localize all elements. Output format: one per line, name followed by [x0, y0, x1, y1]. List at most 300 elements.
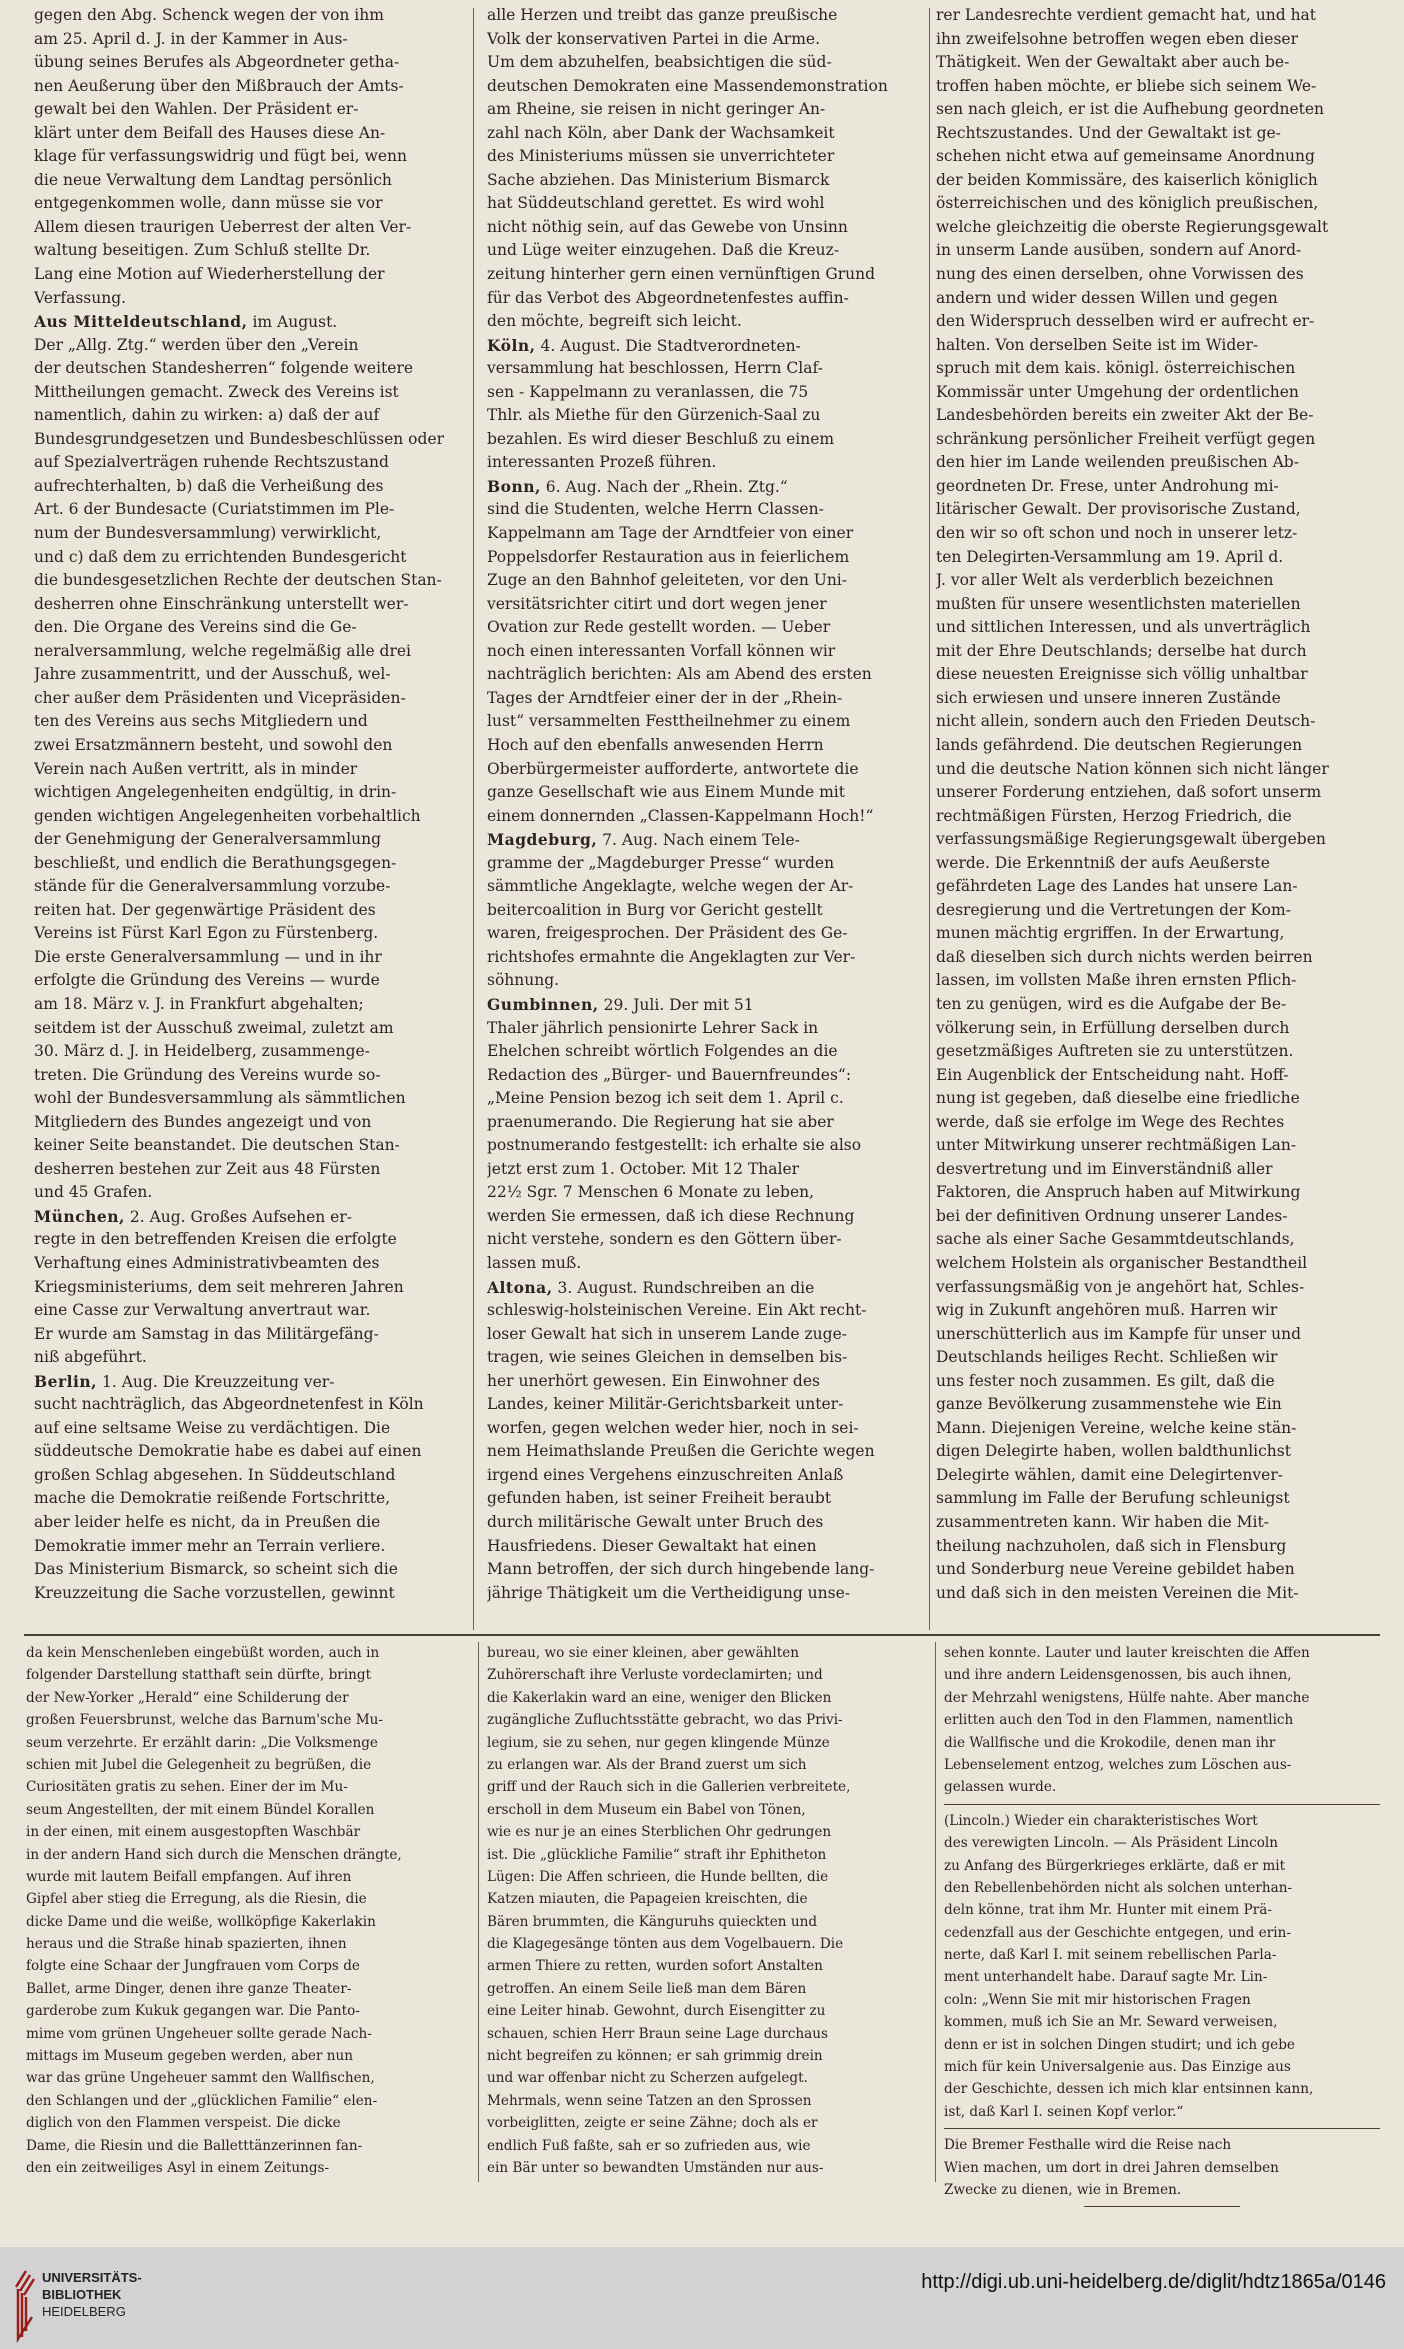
- text-line: am Rheine, sie reisen in nicht geringer An-: [487, 100, 826, 119]
- text-line: süddeutsche Demokratie habe es dabei auf einen: [34, 1442, 422, 1461]
- text-line: [487, 334, 927, 358]
- top-column-3: [936, 4, 1372, 1605]
- footer-bar: [0, 2247, 1404, 2347]
- text-line: Mann. Diejenigen Vereine, welche keine stän-: [936, 1418, 1297, 1437]
- text-line: schränkung persönlicher Freiheit verfügt gegen: [936, 429, 1316, 448]
- text-line: der Geschichte, dessen ich mich klar entsinnen kann,: [944, 2081, 1314, 2098]
- text-line: Redaction des „Bürger- und Bauernfreundes“:: [487, 1065, 852, 1084]
- text-line: Landesbehörden bereits ein zweiter Akt der Be-: [936, 406, 1314, 425]
- text-line: gelassen wurde.: [944, 1779, 1057, 1796]
- text-line: versammlung hat beschlossen, Herrn Claf-: [487, 359, 823, 378]
- dateline-heading: Aus Mitteldeutschland,: [34, 312, 248, 332]
- text-line: und sittlichen Interessen, und als unverträglich: [936, 618, 1311, 637]
- text-line: ment unterhandelt habe. Darauf sagte Mr. Lin-: [944, 1969, 1268, 1986]
- column-divider: [478, 1642, 479, 2182]
- dateline-text: 3. August. Rundschreiben an die: [552, 1278, 815, 1297]
- text-line: österreichischen und des königlich preußischen,: [936, 194, 1319, 213]
- text-line: Die Bremer Festhalle wird die Reise nach: [944, 2137, 1232, 2154]
- text-line: uns fester noch zusammen. Es gilt, daß die: [936, 1371, 1275, 1390]
- text-line: lands gefährdend. Die deutschen Regierungen: [936, 735, 1303, 754]
- text-line: die neue Verwaltung dem Landtag persönlich: [34, 170, 392, 189]
- text-line: den Schlangen und der „glücklichen Familie“ elen-: [26, 2092, 378, 2109]
- text-line: beschließt, und endlich die Berathungsgegen-: [34, 853, 397, 872]
- text-line: den hier im Lande weilenden preußischen Ab-: [936, 453, 1299, 472]
- text-line: griff und der Rauch sich in die Gallerien verbreitete,: [487, 1779, 851, 1796]
- logo-line: BIBLIOTHEK: [42, 2287, 122, 2302]
- text-line: Um dem abzuhelfen, beabsichtigen die süd-: [487, 53, 832, 72]
- text-line: Lebenselement entzog, welches zum Löschen aus-: [944, 1756, 1292, 1773]
- text-line: cher außer dem Präsidenten und Vicepräsiden-: [34, 688, 406, 707]
- text-line: schauen, schien Herr Braun seine Lage durchaus: [487, 2025, 828, 2042]
- text-line: zu erlangen war. Als der Brand zuerst um sich: [487, 1756, 807, 1773]
- text-line: Curiositäten gratis zu sehen. Einer der im Mu-: [26, 1779, 348, 1796]
- text-line: der New-Yorker „Herald“ eine Schilderung der: [26, 1689, 349, 1706]
- text-line: unserer Forderung entziehen, daß sofort unserm: [936, 783, 1322, 802]
- text-line: rer Landesrechte verdient gemacht hat, und hat: [936, 6, 1317, 24]
- text-line: coln: „Wenn Sie mit mir historischen Fragen: [944, 1991, 1251, 2008]
- dateline-text: 7. Aug. Nach einem Tele-: [597, 831, 800, 850]
- text-line: deutschen Demokraten eine Massendemonstration: [487, 76, 888, 95]
- text-line: erscholl in dem Museum ein Babel von Tönen,: [487, 1801, 806, 1818]
- text-line: lassen, im vollsten Maße ihren ernsten Pflich-: [936, 971, 1297, 990]
- text-line: nicht allein, sondern auch den Frieden Deutsch-: [936, 712, 1316, 731]
- text-line: Katzen miauten, die Papageien kreischten, die: [487, 1891, 808, 1908]
- dateline-heading: Magdeburg,: [487, 830, 598, 850]
- text-line: desherren bestehen zur Zeit aus 48 Fürsten: [34, 1159, 381, 1178]
- library-logo[interactable]: [12, 2267, 212, 2347]
- text-line: spruch mit dem kais. königl. österreichischen: [936, 359, 1296, 378]
- text-line: versitätsrichter citirt und dort wegen jener: [487, 594, 827, 613]
- text-line: bezahlen. Es wird dieser Beschluß zu einem: [487, 429, 835, 448]
- text-line: Rechtszustandes. Und der Gewaltakt ist ge-: [936, 123, 1281, 142]
- text-line: andern und wider dessen Willen und gegen: [936, 288, 1278, 307]
- column-divider: [929, 8, 930, 1630]
- text-line: auf eine seltsame Weise zu verdächtigen. Die: [34, 1418, 391, 1437]
- text-line: mime vom grünen Ungeheuer sollte gerade Nach-: [26, 2025, 372, 2042]
- text-line: gramme der „Magdeburger Presse“ wurden: [487, 853, 835, 872]
- dateline-heading: Berlin,: [34, 1371, 98, 1391]
- bottom-column-3: [944, 1642, 1380, 2212]
- text-line: [487, 1276, 927, 1300]
- text-line: wohl der Bundesversammlung als sämmtlichen: [34, 1089, 406, 1108]
- top-column-2: [487, 4, 927, 1605]
- text-line: geordneten Dr. Frese, unter Androhung mi-: [936, 476, 1279, 495]
- text-line: loser Gewalt hat sich in unserem Lande zuge-: [487, 1324, 847, 1343]
- text-line: folgte eine Schaar der Jungfrauen vom Corps de: [26, 1958, 360, 1975]
- text-line: richtshofes ermahnte die Angeklagten zur Ver-: [487, 947, 856, 966]
- library-name: [42, 2269, 142, 2320]
- permalink-url[interactable]: http://digi.ub.uni-heidelberg.de/diglit/hdtz1865a/0146: [921, 2271, 1386, 2293]
- text-line: lust“ versammelten Festtheilnehmer zu einem: [487, 712, 851, 731]
- text-line: [487, 475, 927, 499]
- text-line: [487, 828, 927, 852]
- text-line: Ein Augenblick der Entscheidung naht. Hoff-: [936, 1065, 1289, 1084]
- text-line: unter Mitwirkung unserer rechtmäßigen Lan-: [936, 1136, 1297, 1155]
- dateline-heading: Köln,: [487, 335, 536, 355]
- column-divider: [473, 8, 474, 1630]
- text-line: und 45 Grafen.: [34, 1183, 153, 1202]
- text-line: seum Angestellten, der mit einem Bündel Korallen: [26, 1801, 375, 1818]
- text-line: vorbeiglitten, zeigte er seine Zähne; doch als er: [487, 2115, 818, 2132]
- bottom-column-2: [487, 1642, 929, 2179]
- text-line: und Sonderburg neue Vereine gebildet haben: [936, 1560, 1295, 1579]
- text-line: verfassungsmäßig von je angehört hat, Schles-: [936, 1277, 1305, 1296]
- text-line: praenumerando. Die Regierung hat sie aber: [487, 1112, 834, 1131]
- text-line: seum verzehrte. Er erzählt darin: „Die Volksmenge: [26, 1734, 378, 1751]
- text-line: Oberbürgermeister aufforderte, antwortete die: [487, 759, 859, 778]
- text-line: Art. 6 der Bundesacte (Curiatstimmen im Ple-: [34, 500, 395, 519]
- text-line: Zuhörerschaft ihre Verluste vordeclamirten; und: [487, 1667, 823, 1684]
- text-line: der Mehrzahl wenigstens, Hülfe nahte. Aber manche: [944, 1689, 1310, 1706]
- text-line: den Rebellenbehörden nicht als solchen unterhan-: [944, 1879, 1293, 1896]
- text-line: Er wurde am Samstag in das Militärgefäng-: [34, 1324, 379, 1343]
- text-line: treten. Die Gründung des Vereins wurde so-: [34, 1065, 381, 1084]
- text-line: gegen den Abg. Schenck wegen der von ihm: [34, 6, 384, 24]
- text-line: 30. März d. J. in Heidelberg, zusammenge-: [34, 1042, 370, 1061]
- text-line: bureau, wo sie einer kleinen, aber gewählten: [487, 1645, 800, 1661]
- text-line: Poppelsdorfer Restauration aus in feierlichem: [487, 547, 850, 566]
- text-line: gesetzmäßiges Auftreten sie zu unterstützen.: [936, 1042, 1294, 1061]
- article-bremer-festhalle: [944, 2134, 1380, 2201]
- text-line: ten zu genügen, wird es die Aufgabe der Be-: [936, 994, 1287, 1013]
- text-line: und war offenbar nicht zu Scherzen aufgelegt.: [487, 2070, 808, 2087]
- text-line: die Klagegesänge tönten aus dem Vogelbauern. Die: [487, 1936, 844, 1953]
- text-line: denn er ist in solchen Dingen studirt; und ich gebe: [944, 2036, 1295, 2053]
- text-line: sen - Kappelmann zu veranlassen, die 75: [487, 382, 809, 401]
- text-line: ist. Die „glückliche Familie“ straft ihr Ephitheton: [487, 1846, 827, 1863]
- text-line: desregierung und die Vertretungen der Kom-: [936, 900, 1291, 919]
- text-line: Bären brummten, die Känguruhs quieckten und: [487, 1913, 818, 1930]
- text-line: Demokratie immer mehr an Terrain verliere.: [34, 1536, 386, 1555]
- text-line: niß abgeführt.: [34, 1348, 147, 1367]
- text-line: Kreuzzeitung die Sache vorzustellen, gewinnt: [34, 1583, 395, 1602]
- text-line: gefährdeten Lage des Landes hat unsere Lan-: [936, 877, 1298, 896]
- text-line: Kappelmann am Tage der Arndtfeier von einer: [487, 524, 854, 543]
- text-line: troffen haben möchte, er bliebe sich seinem We-: [936, 76, 1317, 95]
- text-line: gewalt bei den Wahlen. Der Präsident er-: [34, 100, 359, 119]
- text-line: welche gleichzeitig die oberste Regierungsgewalt: [936, 217, 1329, 236]
- article-lincoln: [944, 1810, 1380, 2123]
- text-line: reiten hat. Der gegenwärtige Präsident des: [34, 900, 376, 919]
- text-line: irgend eines Vergehens einzuschreiten Anlaß: [487, 1465, 844, 1484]
- text-line: Sache abziehen. Das Ministerium Bismarck: [487, 170, 830, 189]
- article-divider: [944, 1799, 1380, 1810]
- dateline-heading: Bonn,: [487, 476, 541, 496]
- text-line: aber leider helfe es nicht, da in Preußen die: [34, 1513, 381, 1531]
- text-line: beitercoalition in Burg vor Gericht gestellt: [487, 900, 823, 919]
- text-line: Vereins ist Fürst Karl Egon zu Fürstenberg.: [34, 924, 379, 943]
- text-line: Thlr. als Miethe für den Gürzenich-Saal zu: [487, 406, 821, 425]
- text-line: Landes, keiner Militär-Gerichtsbarkeit unter-: [487, 1395, 844, 1414]
- logo-line: HEIDELBERG: [42, 2304, 126, 2319]
- column-divider: [935, 1642, 936, 2182]
- text-line: Thätigkeit. Wen der Gewaltakt aber auch be-: [936, 53, 1290, 72]
- text-line: zeitung hinterher gern einen vernünftigen Grund: [487, 265, 876, 284]
- text-line: diese neuesten Ereignisse sich völlig unhaltbar: [936, 665, 1308, 684]
- text-line: Verfassung.: [34, 288, 127, 307]
- text-line: Die erste Generalversammlung — und in ihr: [34, 947, 382, 966]
- text-line: schehen nicht etwa auf gemeinsame Anordnung: [936, 147, 1315, 166]
- text-line: war das grüne Ungeheuer sammt den Wallfischen,: [26, 2070, 375, 2087]
- text-line: mittags im Museum gegeben werden, aber nun: [26, 2048, 354, 2065]
- text-line: Der „Allg. Ztg.“ werden über den „Verein: [34, 335, 359, 354]
- text-line: Thaler jährlich pensionirte Lehrer Sack in: [487, 1018, 819, 1037]
- text-line: nung des einen derselben, ohne Vorwissen des: [936, 265, 1304, 284]
- text-line: nerte, daß Karl I. mit seinem rebellischen Parla-: [944, 1947, 1277, 1964]
- text-line: tragen, wie seines Gleichen in demselben bis-: [487, 1348, 848, 1367]
- text-line: den. Die Organe des Vereins sind die Ge-: [34, 618, 357, 637]
- text-line: Mittheilungen gemacht. Zweck des Vereins ist: [34, 382, 399, 401]
- text-line: den ein zeitweiliges Asyl in einem Zeitungs-: [26, 2159, 330, 2176]
- text-line: durch militärische Gewalt unter Bruch des: [487, 1513, 824, 1531]
- text-line: Mann betroffen, der sich durch hingebende lang-: [487, 1560, 875, 1579]
- text-line: nicht verstehe, sondern es den Göttern über-: [487, 1230, 842, 1249]
- text-line: ganze Bevölkerung zusammenstehe wie Ein: [936, 1395, 1282, 1414]
- text-line: zwei Ersatzmännern besteht, und sowohl den: [34, 735, 393, 754]
- text-line: großen Feuersbrunst, welche das Barnum'sche Mu-: [26, 1712, 383, 1729]
- text-line: erlitten auch den Tod in den Flammen, namentlich: [944, 1712, 1294, 1729]
- text-line: auf Spezialverträgen ruhende Rechtszustand: [34, 453, 389, 472]
- text-line: [487, 993, 927, 1017]
- text-line: ist, daß Karl I. seinen Kopf verlor.“: [944, 2103, 1184, 2120]
- article-museum-fire-end: [944, 1642, 1380, 1799]
- text-line: Jahre zusammentritt, und der Ausschuß, wel-: [34, 665, 391, 684]
- text-line: Mehrmals, wenn seine Tatzen an den Sprossen: [487, 2092, 812, 2109]
- text-line: Ballet, arme Dinger, denen ihre ganze Theater-: [26, 1980, 352, 1997]
- text-line: sich erwiesen und unsere inneren Zustände: [936, 688, 1281, 707]
- text-line: waltung beseitigen. Zum Schluß stellte Dr.: [34, 241, 371, 260]
- text-line: folgender Darstellung statthaft sein dürfte, bringt: [26, 1667, 372, 1684]
- text-line: großen Schlag abgesehen. In Süddeutschland: [34, 1465, 396, 1484]
- text-line: mußten für unsere wesentlichsten materiellen: [936, 594, 1301, 613]
- text-line: neralversammlung, welche regelmäßig alle drei: [34, 641, 412, 660]
- dateline-text: 1. Aug. Die Kreuzzeitung ver-: [97, 1372, 335, 1391]
- text-line: schien mit Jubel die Gelegenheit zu begrüßen, die: [26, 1756, 372, 1773]
- text-line: zahl nach Köln, aber Dank der Wachsamkeit: [487, 123, 835, 142]
- text-line: Zwecke zu dienen, wie in Bremen.: [944, 2181, 1182, 2198]
- text-line: sind die Studenten, welche Herrn Classen-: [487, 500, 824, 519]
- text-line: Zuge an den Bahnhof geleiteten, vor den Uni-: [487, 571, 847, 590]
- text-line: sämmtliche Angeklagte, welche wegen der Ar-: [487, 877, 854, 896]
- text-line: worfen, gegen welchen weder hier, noch in sei-: [487, 1418, 859, 1437]
- text-line: und daß sich in den meisten Vereinen die Mit-: [936, 1583, 1299, 1602]
- text-line: alle Herzen und treibt das ganze preußische: [487, 6, 838, 24]
- text-line: Lang eine Motion auf Wiederherstellung der: [34, 265, 385, 284]
- text-line: sammlung im Falle der Berufung schleunigst: [936, 1489, 1290, 1508]
- text-line: jährige Thätigkeit um die Vertheidigung unse-: [487, 1583, 850, 1602]
- text-line: wig in Zukunft angehören muß. Harren wir: [936, 1301, 1278, 1320]
- dateline-text: 2. Aug. Großes Aufsehen er-: [124, 1207, 352, 1226]
- text-line: Das Ministerium Bismarck, so scheint sich die: [34, 1560, 398, 1579]
- text-line: klage für verfassungswidrig und fügt bei, wenn: [34, 147, 408, 166]
- text-line: mit der Ehre Deutschlands; derselbe hat durch: [936, 641, 1307, 660]
- text-line: und c) daß dem zu errichtenden Bundesgericht: [34, 547, 407, 566]
- text-line: eine Leiter hinab. Gewohnt, durch Eisengitter zu: [487, 2003, 826, 2020]
- text-line: nem Heimathslande Preußen die Gerichte wegen: [487, 1442, 875, 1461]
- text-line: Dame, die Riesin und die Balletttänzerinnen fan-: [26, 2137, 363, 2154]
- dateline-heading: Altona,: [487, 1277, 553, 1297]
- text-line: zugängliche Zufluchtsstätte gebracht, wo das Privi-: [487, 1712, 843, 1729]
- text-line: ein Bär unter so bewandten Umständen nur aus-: [487, 2159, 824, 2176]
- text-line: welchem Holstein als organischer Bestandtheil: [936, 1253, 1308, 1272]
- text-line: litärischer Gewalt. Der provisorische Zustand,: [936, 500, 1301, 519]
- text-line: übung seines Berufes als Abgeordneter getha-: [34, 53, 400, 72]
- text-line: Verein nach Außen vertritt, als in minder: [34, 759, 358, 778]
- text-line: erfolgte die Gründung des Vereins — wurde: [34, 971, 380, 990]
- text-line: keiner Seite beanstandet. Die deutschen Stan-: [34, 1136, 400, 1155]
- text-line: nicht begreifen zu können; er sah grimmig drein: [487, 2048, 823, 2065]
- text-line: mich für kein Universalgenie aus. Das Einzige aus: [944, 2059, 1291, 2076]
- text-line: lassen muß.: [487, 1253, 582, 1272]
- text-line: Volk der konservativen Partei in die Arme.: [487, 29, 820, 48]
- text-line: jetzt erst zum 1. October. Mit 12 Thaler: [487, 1159, 800, 1178]
- text-line: kommen, muß ich Sie an Mr. Seward verweisen,: [944, 2014, 1278, 2031]
- text-line: der Genehmigung der Generalversammlung: [34, 830, 382, 849]
- text-line: digen Delegirte haben, wollen baldthunlichst: [936, 1442, 1291, 1461]
- text-line: bei der definitiven Ordnung unserer Landes-: [936, 1206, 1288, 1225]
- text-line: Kriegsministeriums, dem seit mehreren Jahren: [34, 1277, 404, 1296]
- end-rule: [944, 2201, 1380, 2212]
- text-line: werde. Die Erkenntniß der aufs Aeußerste: [936, 853, 1270, 872]
- text-line: da kein Menschenleben eingebüßt worden, auch in: [26, 1645, 380, 1661]
- text-line: Bundesgrundgesetzen und Bundesbeschlüssen oder: [34, 429, 445, 448]
- text-line: (Lincoln.) Wieder ein charakteristisches Wort: [944, 1812, 1258, 1829]
- text-line: desherren ohne Einschränkung unterstellt wer-: [34, 594, 409, 613]
- text-line: [34, 1205, 464, 1229]
- text-line: Faktoren, die Anspruch haben auf Mitwirkung: [936, 1183, 1301, 1202]
- text-line: am 25. April d. J. in der Kammer in Aus-: [34, 29, 348, 48]
- text-line: werde, daß sie erfolge im Wege des Rechtes: [936, 1112, 1285, 1131]
- text-line: ganze Gesellschaft wie aus Einem Munde mit: [487, 783, 845, 802]
- text-line: Verhaftung eines Administrativbeamten des: [34, 1253, 380, 1272]
- text-line: rechtmäßigen Fürsten, Herzog Friedrich, die: [936, 806, 1292, 825]
- top-column-1: [34, 4, 464, 1605]
- text-line: völkerung sein, in Erfüllung derselben durch: [936, 1018, 1290, 1037]
- text-line: verfassungsmäßige Regierungsgewalt übergeben: [936, 830, 1326, 849]
- text-line: regte in den betreffenden Kreisen die erfolgte: [34, 1230, 397, 1249]
- text-line: J. vor aller Welt als verderblich bezeichnen: [936, 571, 1274, 590]
- text-line: [34, 310, 464, 334]
- text-line: sache als einer Sache Gesammtdeutschlands,: [936, 1230, 1295, 1249]
- text-line: wie es nur je an eines Sterblichen Ohr gedrungen: [487, 1824, 832, 1841]
- text-line: garderobe zum Kukuk gegangen war. Die Panto-: [26, 2003, 360, 2020]
- library-emblem-icon: [12, 2267, 40, 2345]
- text-line: die bundesgesetzlichen Rechte der deutschen Stan-: [34, 571, 442, 590]
- text-line: den wir so oft schon und noch in unserer letz-: [936, 524, 1298, 543]
- text-line: einem donnernden „Classen-Kappelmann Hoch!“: [487, 806, 874, 825]
- text-line: der deutschen Standesherren“ folgende weitere: [34, 359, 414, 378]
- text-line: halten. Von derselben Seite ist im Wider-: [936, 335, 1259, 354]
- text-line: zusammentreten kann. Wir haben die Mit-: [936, 1513, 1269, 1531]
- text-line: eine Casse zur Verwaltung anvertraut war.: [34, 1301, 371, 1320]
- text-line: schleswig-holsteinischen Vereine. Ein Akt recht-: [487, 1301, 867, 1320]
- text-line: Gipfel aber stieg die Erregung, als die Riesin, die: [26, 1891, 367, 1908]
- text-line: noch einen interessanten Vorfall können wir: [487, 641, 836, 660]
- text-line: [34, 1370, 464, 1394]
- text-line: und die deutsche Nation können sich nicht länger: [936, 759, 1329, 778]
- text-line: die Wallfische und die Krokodile, denen man ihr: [944, 1734, 1276, 1751]
- text-line: und Lüge weiter einzugehen. Daß die Kreuz-: [487, 241, 840, 260]
- text-line: wichtigen Angelegenheiten endgültig, in drin-: [34, 783, 397, 802]
- text-line: Deutschlands heiliges Recht. Schließen wir: [936, 1348, 1278, 1367]
- text-line: den Widerspruch desselben wird er aufrecht er-: [936, 312, 1315, 331]
- text-line: und ihre andern Leidensgenossen, bis auch ihnen,: [944, 1667, 1292, 1684]
- text-line: sucht nachträglich, das Abgeordnetenfest in Köln: [34, 1395, 424, 1414]
- text-line: werden Sie ermessen, daß ich diese Rechnung: [487, 1206, 855, 1225]
- text-line: söhnung.: [487, 971, 560, 990]
- text-line: desvertretung und im Einverständniß aller: [936, 1159, 1273, 1178]
- text-line: nachträglich berichten: Als am Abend des ersten: [487, 665, 872, 684]
- text-line: sen nach gleich, er ist die Aufhebung geordneten: [936, 100, 1325, 119]
- text-line: genden wichtigen Angelegenheiten vorbehaltlich: [34, 806, 421, 825]
- dateline-text: 29. Juli. Der mit 51: [598, 995, 754, 1014]
- text-line: Ehelchen schreibt wörtlich Folgendes an die: [487, 1042, 838, 1061]
- text-line: dicke Dame und die weiße, wollköpfige Kakerlakin: [26, 1913, 376, 1930]
- text-line: seitdem ist der Ausschuß zweimal, zuletzt am: [34, 1018, 394, 1037]
- text-line: heraus und die Straße hinab spazierten, ihnen: [26, 1936, 347, 1953]
- dateline-text: 6. Aug. Nach der „Rhein. Ztg.“: [540, 477, 788, 496]
- text-line: für das Verbot des Abgeordnetenfestes auffin-: [487, 288, 849, 307]
- bottom-column-1: [26, 1642, 472, 2179]
- text-line: deln könne, trat ihm Mr. Hunter mit einem Prä-: [944, 1902, 1272, 1919]
- text-line: ihn zweifelsohne betroffen wegen eben dieser: [936, 29, 1299, 48]
- text-line: getroffen. An einem Seile ließ man dem Bären: [487, 1980, 807, 1997]
- text-line: sehen konnte. Lauter und lauter kreischten die Affen: [944, 1645, 1310, 1661]
- text-line: in unserm Lande ausüben, sondern auf Anord-: [936, 241, 1302, 260]
- text-line: aufrechterhalten, b) daß die Verheißung des: [34, 476, 384, 495]
- text-line: interessanten Prozeß führen.: [487, 453, 717, 472]
- text-line: der beiden Kommissäre, des kaiserlich königlich: [936, 170, 1318, 189]
- text-line: Kommissär unter Umgehung der ordentlichen: [936, 382, 1299, 401]
- section-divider: [24, 1634, 1380, 1636]
- text-line: diglich von den Flammen verspeist. Die dicke: [26, 2115, 341, 2132]
- text-line: mache die Demokratie reißende Fortschritte,: [34, 1489, 391, 1508]
- text-line: theilung nachzuholen, daß sich in Flensburg: [936, 1536, 1287, 1555]
- text-line: den möchte, begreift sich leicht.: [487, 312, 742, 331]
- text-line: armen Thiere zu retten, wurden sofort Anstalten: [487, 1958, 823, 1975]
- text-line: daß dieselben sich durch nichts werden beirren: [936, 947, 1313, 966]
- text-line: zu Anfang des Bürgerkrieges erklärte, daß er mit: [944, 1857, 1286, 1874]
- text-line: in der einen, mit einem ausgestopften Waschbär: [26, 1824, 361, 1841]
- text-line: waren, freigesprochen. Der Präsident des Ge-: [487, 924, 848, 943]
- text-line: klärt unter dem Beifall des Hauses diese An-: [34, 123, 386, 142]
- text-line: Tages der Arndtfeier einer der in der „Rhein-: [487, 688, 843, 707]
- text-line: Delegirte wählen, damit eine Delegirtenver-: [936, 1465, 1283, 1484]
- dateline-text: im August.: [247, 313, 338, 332]
- text-line: Mitgliedern des Bundes angezeigt und von: [34, 1112, 372, 1131]
- text-line: des verewigten Lincoln. — Als Präsident Lincoln: [944, 1835, 1279, 1852]
- text-line: hat Süddeutschland gerettet. Es wird wohl: [487, 194, 825, 213]
- text-line: Hoch auf den ebenfalls anwesenden Herrn: [487, 735, 824, 754]
- text-line: die Kakerlakin ward an eine, weniger den Blicken: [487, 1689, 832, 1706]
- dateline-heading: München,: [34, 1206, 125, 1226]
- text-line: wurde mit lautem Beifall empfangen. Auf ihren: [26, 1868, 352, 1885]
- text-line: nung ist gegeben, daß dieselbe eine friedliche: [936, 1089, 1300, 1108]
- text-line: in der andern Hand sich durch die Menschen drängte,: [26, 1846, 402, 1863]
- text-line: nicht nöthig sein, auf das Gewebe von Unsinn: [487, 217, 848, 236]
- text-line: Allem diesen traurigen Ueberrest der alten Ver-: [34, 217, 412, 236]
- text-line: endlich Fuß faßte, sah er so zufrieden aus, wie: [487, 2137, 811, 2154]
- text-line: ten des Vereins aus sechs Mitgliedern und: [34, 712, 368, 731]
- logo-line: UNIVERSITÄTS-: [42, 2270, 142, 2285]
- text-line: unerschütterlich aus im Kampfe für unser und: [936, 1324, 1302, 1343]
- dateline-text: 4. August. Die Stadtverordneten-: [535, 336, 801, 355]
- text-line: her unerhört gewesen. Ein Einwohner des: [487, 1371, 820, 1390]
- text-line: Hausfriedens. Dieser Gewaltakt hat einen: [487, 1536, 817, 1555]
- text-line: Lügen: Die Affen schrieen, die Hunde bellten, die: [487, 1868, 829, 1885]
- text-line: ten Delegirten-Versammlung am 19. April d.: [936, 547, 1284, 566]
- text-line: postnumerando festgestellt: ich erhalte sie also: [487, 1136, 862, 1155]
